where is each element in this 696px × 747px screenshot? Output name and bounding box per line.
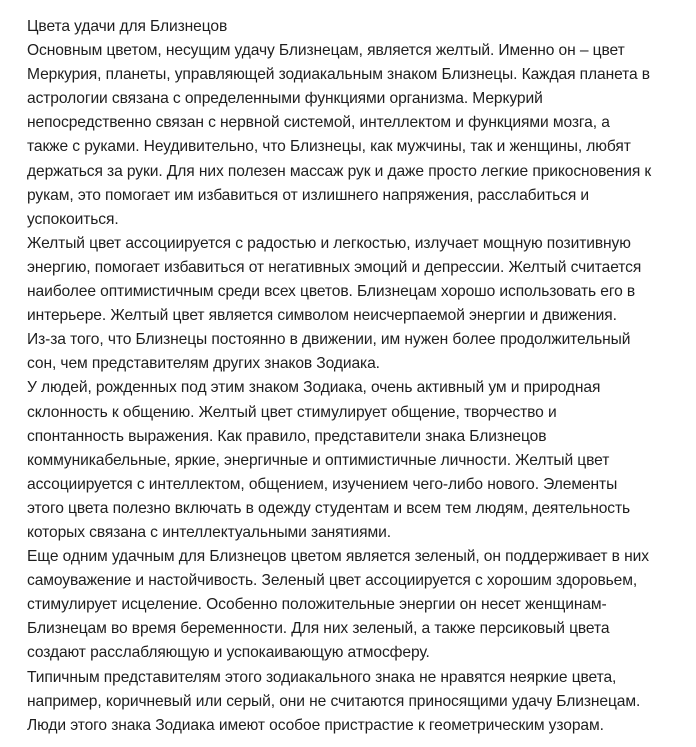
text-line: держаться за руки. Для них полезен массаж рук и даже просто легкие прикосновения к (27, 162, 652, 180)
text-line: Из-за того, что Близнецы постоянно в движении, им нужен более продолжительный (27, 331, 631, 349)
text-line: коммуникабельные, яркие, энергичные и оптимистичные личности. Желтый цвет (27, 451, 610, 469)
text-line: интерьере. Желтый цвет является символом неисчерпаемой энергии и движения. (27, 307, 617, 325)
text-line: Меркурия, планеты, управляющей зодиакальным знаком Близнецы. Каждая планета в (27, 66, 650, 84)
paragraph-4 (27, 376, 691, 545)
text-line: Люди этого знака Зодиака имеют особое пристрастие к геометрическим узорам. (27, 716, 604, 734)
text-line: стимулирует исцеление. Особенно положительные энергии он несет женщинам- (27, 596, 607, 614)
text-line: непосредственно связан с нервной системой, интеллектом и функциями мозга, а (27, 114, 610, 132)
text-line: Желтый цвет ассоциируется с радостью и легкостью, излучает мощную позитивную (27, 234, 631, 252)
paragraph-3 (27, 328, 691, 376)
text-line: самоуважение и настойчивость. Зеленый цвет ассоциируется с хорошим здоровьем, (27, 572, 638, 590)
text-line: У людей, рожденных под этим знаком Зодиака, очень активный ум и природная (27, 379, 601, 397)
text-line: Основным цветом, несущим удачу Близнецам, является желтый. Именно он – цвет (27, 42, 625, 60)
text-line: ассоциируется с интеллектом, общением, изучением чего-либо нового. Элементы (27, 475, 618, 493)
document-body (27, 39, 691, 738)
text-line: спонтанность выражения. Как правило, представители знака Близнецов (27, 427, 547, 445)
text-line: создают расслабляющую и успокаивающую атмосферу. (27, 644, 430, 662)
text-line: склонность к общению. Желтый цвет стимулирует общение, творчество и (27, 403, 557, 421)
text-line: астрологии связана с определенными функциями организма. Меркурий (27, 90, 543, 108)
text-line: этого цвета полезно включать в одежду студентам и всем тем людям, деятельность (27, 499, 631, 517)
paragraph-1 (27, 39, 691, 232)
document (27, 15, 691, 738)
text-line: наиболее оптимистичным среди всех цветов. Близнецам хорошо использовать его в (27, 283, 636, 301)
paragraph-2 (27, 232, 691, 328)
text-line: успокоиться. (27, 210, 119, 228)
text-line: Близнецам во время беременности. Для них зеленый, а также персиковый цвета (27, 620, 610, 638)
paragraph-6 (27, 666, 691, 738)
text-line: Еще одним удачным для Близнецов цветом является зеленый, он поддерживает в них (27, 548, 649, 566)
text-line: энергию, помогает избавиться от негативных эмоций и депрессии. Желтый считается (27, 258, 642, 276)
document-title: Цвета удачи для Близнецов (27, 18, 228, 35)
text-line: также с руками. Неудивительно, что Близнецы, как мужчины, так и женщины, любят (27, 138, 631, 156)
text-line: рукам, это помогает им избавиться от излишнего напряжения, расслабиться и (27, 186, 590, 204)
text-line: например, коричневый или серый, они не считаются приносящими удачу Близнецам. (27, 692, 641, 710)
text-line: которых связана с интеллектуальными занятиями. (27, 523, 391, 541)
text-line: сон, чем представителям других знаков Зодиака. (27, 355, 380, 373)
text-line: Типичным представителям этого зодиакального знака не нравятся неяркие цвета, (27, 668, 617, 686)
paragraph-5 (27, 545, 691, 665)
